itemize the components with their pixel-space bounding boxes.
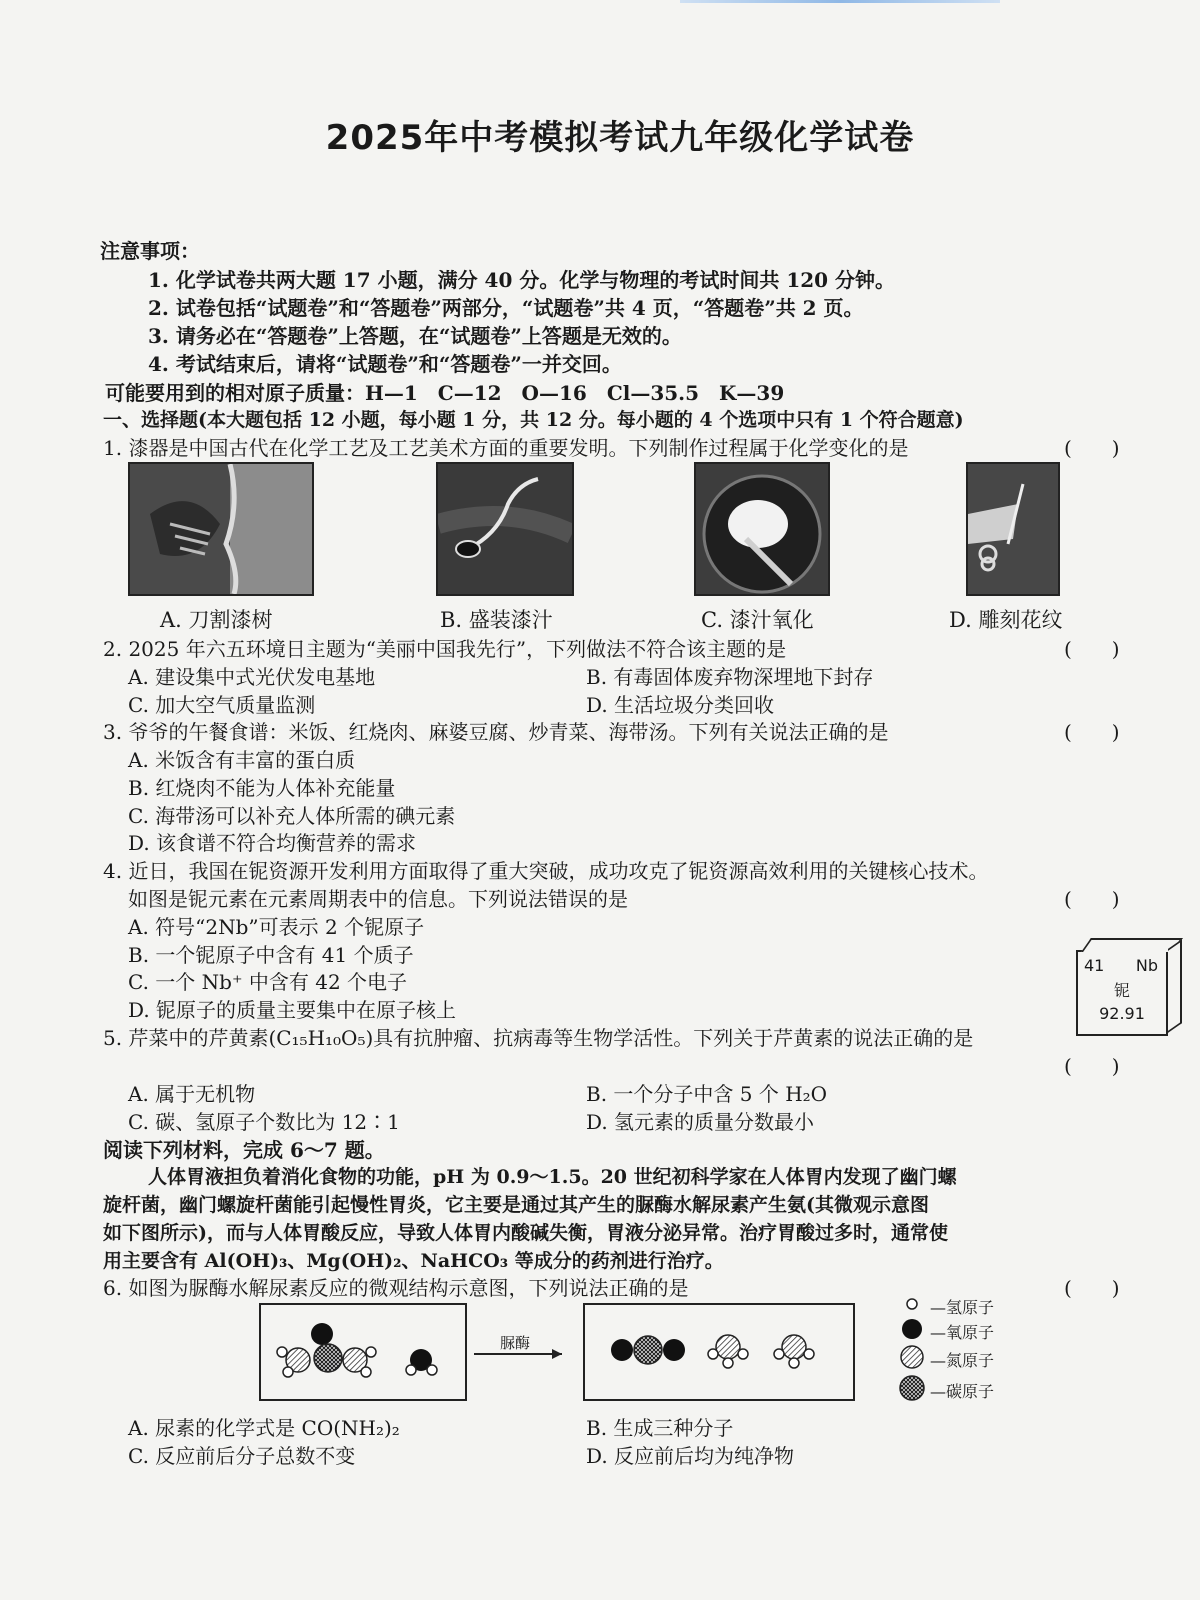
arrow-head (552, 1349, 562, 1359)
q3-answer-bracket: ( ) (1064, 720, 1120, 744)
q3-option-a: A. 米饭含有丰富的蛋白质 (128, 748, 356, 772)
reading-line-4: 用主要含有 Al(OH)₃、Mg(OH)₂、NaHCO₃ 等成分的药剂进行治疗。 (103, 1250, 724, 1272)
legend-nitrogen-icon (901, 1346, 923, 1368)
q5-option-c: C. 碳、氢原子个数比为 12∶1 (128, 1110, 400, 1134)
element-atomic-number: 41 (1084, 956, 1105, 975)
ammonia-molecule-2 (774, 1335, 814, 1368)
q6-stem: 6. 如图为脲酶水解尿素反应的微观结构示意图，下列说法正确的是 (103, 1276, 689, 1300)
q3-stem: 3. 爷爷的午餐食谱：米饭、红烧肉、麻婆豆腐、炒青菜、海带汤。下列有关说法正确的是 (103, 720, 889, 744)
q3-option-d: D. 该食谱不符合均衡营养的需求 (128, 831, 417, 855)
q4-option-b: B. 一个铌原子中含有 41 个质子 (128, 943, 414, 967)
reading-line-1: 人体胃液担负着消化食物的功能，pH 为 0.9～1.5。20 世纪初科学家在人体胃内发现了幽门螺 (148, 1166, 957, 1188)
notes-item-4: 4. 考试结束后，请将“试题卷”和“答题卷”一并交回。 (148, 352, 622, 376)
q6-option-d: D. 反应前后均为纯净物 (586, 1444, 795, 1468)
element-mass: 92.91 (1099, 1004, 1145, 1023)
element-name: 铌 (1113, 981, 1130, 1000)
q4-option-d: D. 铌原子的质量主要集中在原子核上 (128, 998, 457, 1022)
q2-option-c: C. 加大空气质量监测 (128, 693, 316, 717)
q6-option-c: C. 反应前后分子总数不变 (128, 1444, 356, 1468)
element-symbol: Nb (1135, 956, 1158, 975)
page-title: 2025年中考模拟考试九年级化学试卷 (325, 118, 915, 158)
legend-hydrogen: —氢原子 (930, 1298, 995, 1317)
q5-stem: 5. 芹菜中的芹黄素(C₁₅H₁₀O₅)具有抗肿瘤、抗病毒等生物学活性。下列关于芹黄素的说法正确的是 (103, 1026, 974, 1050)
q6-option-a: A. 尿素的化学式是 CO(NH₂)₂ (128, 1416, 400, 1440)
notes-item-1: 1. 化学试卷共两大题 17 小题，满分 40 分。化学与物理的考试时间共 120 分钟。 (148, 268, 896, 292)
q4-answer-bracket: ( ) (1064, 887, 1120, 911)
q1-answer-bracket: ( ) (1064, 436, 1120, 460)
atomic-mass-line: 可能要用到的相对原子质量：H—1 C—12 O—16 Cl—35.5 K—39 (105, 381, 785, 405)
q2-option-b: B. 有毒固体废弃物深埋地下封存 (586, 665, 874, 689)
q4-stem-line-1: 4. 近日，我国在铌资源开发利用方面取得了重大突破，成功攻克了铌资源高效利用的关键核心技术。 (103, 859, 989, 883)
q1-option-d: D. 雕刻花纹 (949, 608, 1063, 632)
q2-option-a: A. 建设集中式光伏发电基地 (128, 665, 376, 689)
q5-answer-bracket: ( ) (1064, 1054, 1120, 1078)
q1-option-c: C. 漆汁氧化 (701, 608, 814, 632)
water-molecule (406, 1349, 437, 1375)
reading-intro: 阅读下列材料，完成 6～7 题。 (103, 1138, 385, 1162)
q5-option-d: D. 氢元素的质量分数最小 (586, 1110, 815, 1134)
legend-oxygen: —氧原子 (930, 1323, 995, 1342)
q2-option-d: D. 生活垃圾分类回收 (586, 693, 775, 717)
q4-stem-line-2: 如图是铌元素在元素周期表中的信息。下列说法错误的是 (128, 887, 628, 911)
q4-option-a: A. 符号“2Nb”可表示 2 个铌原子 (128, 915, 425, 939)
q2-stem: 2. 2025 年六五环境日主题为“美丽中国我先行”，下列做法不符合该主题的是 (103, 637, 787, 661)
q3-option-c: C. 海带汤可以补充人体所需的碘元素 (128, 804, 456, 828)
q5-option-b: B. 一个分子中含 5 个 H₂O (586, 1082, 828, 1106)
arrow-label: 脲酶 (500, 1334, 531, 1352)
q2-answer-bracket: ( ) (1064, 637, 1120, 661)
q3-option-b: B. 红烧肉不能为人体补充能量 (128, 776, 396, 800)
notes-heading: 注意事项： (100, 239, 200, 263)
q1-option-b: B. 盛装漆汁 (440, 608, 553, 632)
q1-stem: 1. 漆器是中国古代在化学工艺及工艺美术方面的重要发明。下列制作过程属于化学变化的是 (103, 436, 909, 460)
legend-nitrogen: —氮原子 (930, 1351, 995, 1370)
section-1-heading: 一、选择题(本大题包括 12 小题，每小题 1 分，共 12 分。每小题的 4 个选项中只有 1 个符合题意) (103, 409, 964, 431)
legend-hydrogen-icon (907, 1299, 917, 1309)
q4-option-c: C. 一个 Nb⁺ 中含有 42 个电子 (128, 970, 408, 994)
notes-item-3: 3. 请务必在“答题卷”上答题，在“试题卷”上答题是无效的。 (148, 324, 682, 348)
q6-option-b: B. 生成三种分子 (586, 1416, 734, 1440)
reading-line-2: 旋杆菌，幽门螺旋杆菌能引起慢性胃炎，它主要是通过其产生的脲酶水解尿素产生氨(其微观示意图 (103, 1194, 929, 1216)
legend-carbon-icon (900, 1376, 924, 1400)
legend-carbon: —碳原子 (930, 1382, 995, 1401)
q5-option-a: A. 属于无机物 (128, 1082, 256, 1106)
reading-line-3: 如下图所示)，而与人体胃酸反应，导致人体胃内酸碱失衡，胃液分泌异常。治疗胃酸过多时，通常使 (103, 1222, 948, 1244)
notes-item-2: 2. 试卷包括“试题卷”和“答题卷”两部分，“试题卷”共 4 页，“答题卷”共 2 页。 (148, 296, 864, 320)
urea-molecule (277, 1323, 376, 1377)
q6-answer-bracket: ( ) (1064, 1276, 1120, 1300)
q1-option-a: A. 刀割漆树 (160, 608, 273, 632)
carbon-dioxide-molecule (611, 1336, 685, 1364)
legend-oxygen-icon (902, 1319, 922, 1339)
ammonia-molecule-1 (708, 1335, 748, 1368)
